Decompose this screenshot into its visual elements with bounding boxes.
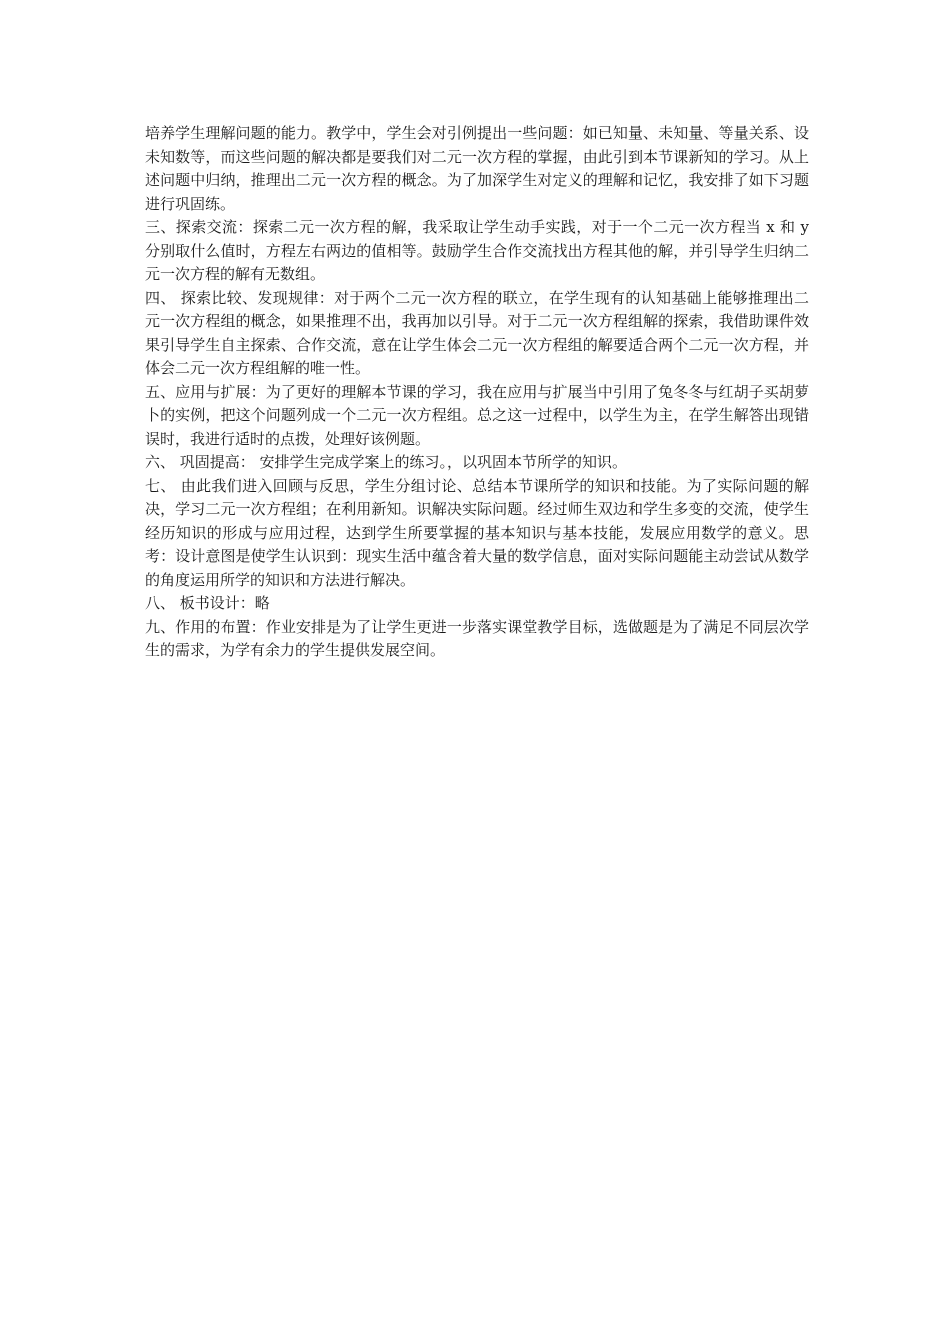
paragraph-section-8: 八、 板书设计：略	[145, 594, 270, 612]
paragraph-section-4: 四、 探索比较、发现规律：对于两个二元一次方程的联立，在学生现有的认知基础上能够推理出二元一次方程组的概念，如果推理不出，我再加以引导。对于二元一次方程组解的探索，我借助课件效果引导学生自主探索、合作交流，意在让学生体会二元一次方程组的解要适合两个二元一次方程，并体会二元一次方程组解的唯一性。	[145, 288, 809, 377]
paragraph-section-7: 七、 由此我们进入回顾与反思，学生分组讨论、总结本节课所学的知识和技能。为了实际问题的解决，学习二元一次方程组；在利用新知。识解决实际问题。经过师生双边和学生多变的交流，使学生经历知识的形成与应用过程，达到学生所要掌握的基本知识与基本技能，发展应用数学的意义。思考：设计意图是使学生认识到：现实生活中蕴含着大量的数学信息，面对实际问题能主动尝试从数学的角度运用所学的知识和方法进行解决。	[145, 476, 809, 589]
paragraph-intro: 培养学生理解问题的能力。教学中，学生会对引例提出一些问题：如已知量、未知量、等量关系、设未知数等，而这些问题的解决都是要我们对二元一次方程的掌握，由此引到本节课新知的学习。从上述问题中归纳，推理出二元一次方程的概念。为了加深学生对定义的理解和记忆，我安排了如下习题进行巩固练。	[145, 124, 809, 213]
document-body	[145, 122, 809, 663]
paragraph-section-3: 三、探索交流：探索二元一次方程的解，我采取让学生动手实践，对于一个二元一次方程当 x 和 y 分别取什么值时，方程左右两边的值相等。鼓励学生合作交流找出方程其他的解，并引导学生归纳二元一次方程的解有无数组。	[145, 218, 809, 283]
paragraph-section-5: 五、应用与扩展：为了更好的理解本节课的学习，我在应用与扩展当中引用了兔冬冬与红胡子买胡萝卜的实例，把这个问题列成一个二元一次方程组。总之这一过程中，以学生为主，在学生解答出现错误时，我进行适时的点拨，处理好该例题。	[145, 382, 809, 448]
paragraph-section-6: 六、 巩固提高： 安排学生完成学案上的练习。，以巩固本节所学的知识。	[145, 453, 628, 471]
paragraph-section-9: 九、作用的布置：作业安排是为了让学生更进一步落实课堂教学目标，选做题是为了满足不同层次学生的需求，为学有余力的学生提供发展空间。	[145, 617, 809, 659]
